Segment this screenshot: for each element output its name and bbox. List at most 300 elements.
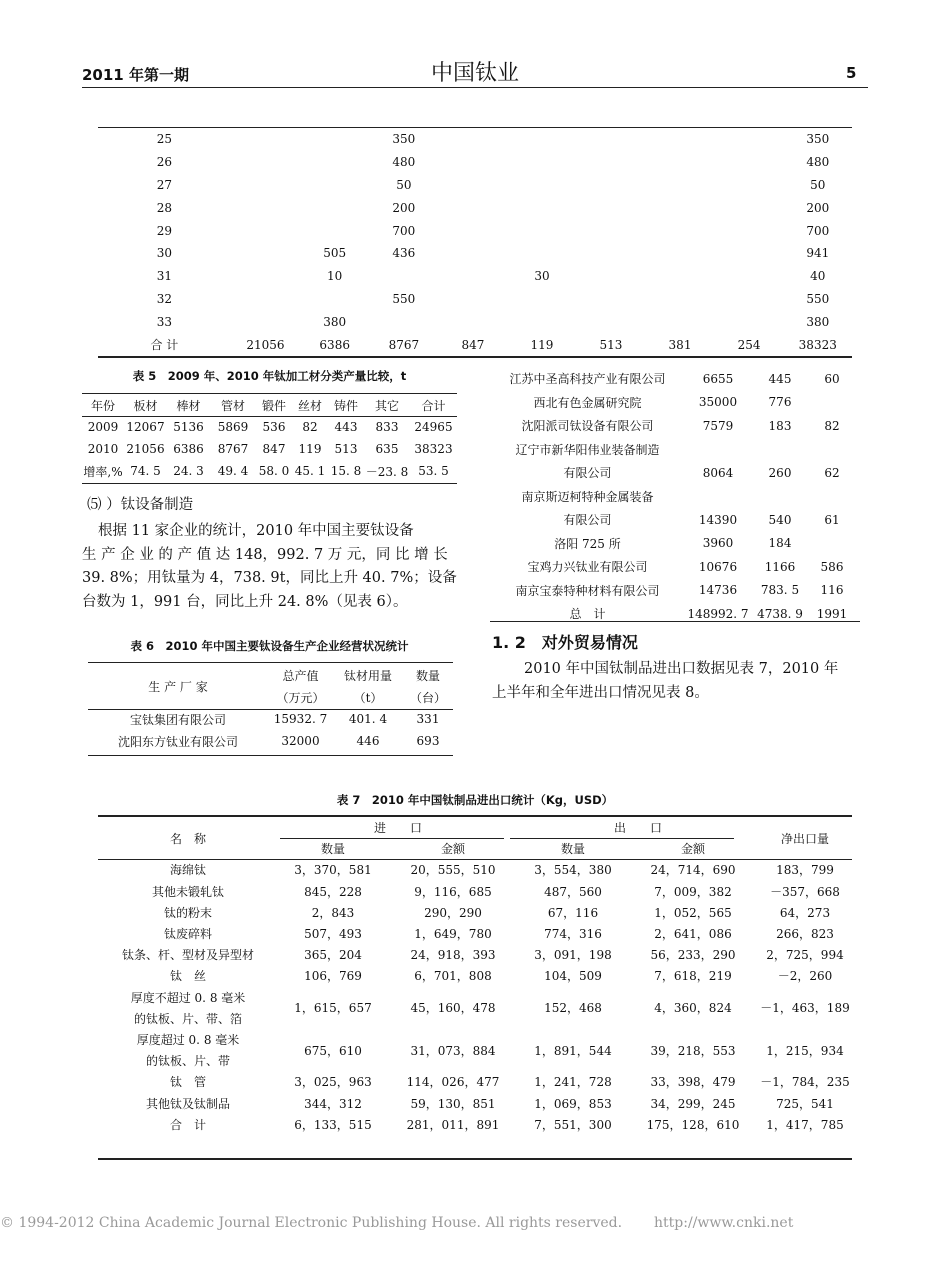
table-row (98, 987, 852, 1008)
table-cell: 20，555，510 (410, 863, 496, 878)
table-cell: 148992. 7 (687, 606, 749, 621)
table-cell: 116 (820, 583, 844, 598)
table-cell: 152，468 (544, 1001, 602, 1016)
table-cell: 40 (810, 269, 826, 284)
table-cell (438, 196, 507, 219)
table-row (490, 461, 855, 485)
table-cell (809, 485, 855, 509)
table-cell: 635 (375, 442, 399, 456)
table-row (98, 265, 852, 288)
table-cell: 507，493 (304, 927, 362, 942)
table-cell (646, 242, 715, 265)
table-cell (646, 288, 715, 311)
table-cell: 1，649，780 (414, 927, 492, 942)
table-cell: 32000 (281, 734, 320, 748)
table-cell: 洛阳 725 所 (554, 536, 621, 551)
table-cell (646, 128, 715, 151)
table-cell: 49. 4 (217, 464, 249, 478)
table-cell (715, 196, 784, 219)
table-row (98, 242, 852, 265)
table-cell: 2，843 (311, 905, 355, 920)
table-row (98, 1071, 852, 1092)
table6-header-value: 总产值 (282, 668, 319, 683)
section12-heading: 1. 2 对外贸易情况 (492, 633, 638, 652)
table-cell: 331 (416, 712, 440, 726)
table6-header-value-unit: （万元） (276, 690, 325, 705)
table-cell: 24，918，393 (410, 948, 496, 963)
table-cell: 沈阳东方钛业有限公司 (117, 734, 238, 749)
table-cell: 184 (768, 536, 792, 551)
table-row (82, 416, 457, 438)
table-row (490, 485, 855, 509)
table-cell: 1991 (816, 606, 848, 621)
table-cell: －1，784，235 (760, 1075, 850, 1090)
table-row (98, 944, 852, 965)
table-cell (809, 532, 855, 556)
table-cell: 700 (806, 223, 830, 238)
table-cell: 200 (392, 200, 416, 215)
table-cell: 350 (392, 132, 416, 147)
table-cell (646, 310, 715, 333)
table-cell (646, 265, 715, 288)
table7-caption: 表 7 2010 年中国钛制品进出口统计（Kg，USD） (336, 793, 614, 807)
table-cell: 7579 (702, 418, 734, 433)
table-cell: 119 (530, 337, 554, 352)
table-cell: －2，260 (777, 969, 833, 984)
table-cell: 58. 0 (258, 464, 290, 478)
table-cell (300, 151, 369, 174)
table-cell: 海绵钛 (169, 863, 206, 878)
table-cell: 钛 管 (169, 1075, 206, 1090)
table-cell: 21056 (246, 337, 285, 352)
table-cell: 8767 (388, 337, 420, 352)
table-cell: 33 (156, 314, 173, 329)
section5-heading: ⑸ ）钛设备制造 (87, 497, 194, 513)
table5-bottom-rule (82, 483, 457, 484)
section12-line: 上半年和全年进出口情况见表 8。 (492, 684, 709, 701)
table-cell (231, 288, 300, 311)
table7-header-rule (98, 859, 852, 860)
table-cell (300, 219, 369, 242)
table6-header-qty: 数量 (415, 668, 440, 683)
table-cell: 61 (824, 512, 840, 527)
section5-line: 根据 11 家企业的统计，2010 年中国主要钛设备 (98, 523, 414, 539)
table-cell (685, 438, 751, 462)
table-cell: 5869 (217, 420, 249, 434)
table-cell: 436 (392, 246, 416, 261)
table-cell: 其他未锻轧钛 (151, 884, 224, 899)
table-cell: 3，370，581 (294, 863, 372, 878)
table-cell: 443 (334, 420, 358, 434)
table-cell: 3，554，380 (534, 863, 612, 878)
table-cell (809, 391, 855, 415)
table-cell: 30 (534, 269, 550, 284)
table-cell: 480 (392, 155, 416, 170)
table-cell: 25 (156, 132, 173, 147)
table-cell: 693 (416, 734, 440, 748)
table-cell (715, 265, 784, 288)
table-cell: 1，891，544 (534, 1043, 612, 1058)
table-cell: 6655 (702, 371, 734, 386)
table-cell (438, 265, 507, 288)
table-cell (576, 151, 645, 174)
table-cell: 有限公司 (563, 466, 612, 481)
table6-header-rule (88, 709, 453, 710)
table-cell: 6，701，808 (414, 969, 492, 984)
table-cell (507, 310, 576, 333)
table-cell: 550 (392, 291, 416, 306)
table6-header-name: 生 产 厂 家 (148, 679, 208, 694)
table-cell: 45，160，478 (410, 1001, 496, 1016)
table-cell (646, 219, 715, 242)
table-row (98, 923, 852, 944)
table-cell: 其他钛及钛制品 (145, 1096, 230, 1111)
table6-header-qty-unit: （台） (409, 690, 446, 705)
table7-header-export-amt: 金额 (680, 842, 705, 857)
table-cell: 30 (156, 246, 173, 261)
table6-bottom-rule (88, 755, 453, 756)
table7-header-net: 净出口量 (780, 831, 829, 846)
table-cell (507, 196, 576, 219)
table-cell: 12067 (126, 420, 165, 434)
table-cell (300, 288, 369, 311)
table-cell (438, 128, 507, 151)
table5-header-cell: 铸件 (333, 398, 358, 413)
table-cell (507, 128, 576, 151)
table-cell: 6，133，515 (294, 1117, 372, 1132)
table-cell: 445 (768, 371, 792, 386)
copyright-footer: © 1994-2012 China Academic Journal Electronic Publishing House. All rights reserved. (0, 1215, 623, 1231)
table-row (98, 881, 852, 902)
table-cell-label: 的钛板、片、带 (145, 1054, 230, 1069)
table-cell: 39，218，553 (650, 1043, 736, 1058)
table-cell (715, 288, 784, 311)
table-cell: 2009 (87, 420, 119, 434)
table-cell: 2，641，086 (654, 927, 732, 942)
table-cell (231, 128, 300, 151)
table-row (82, 460, 457, 482)
table-cell: 21056 (126, 442, 165, 456)
table-cell: －357，668 (770, 884, 840, 899)
table-cell: 3，025，963 (294, 1075, 372, 1090)
section12-body (492, 658, 868, 705)
table-cell: 7，009，382 (654, 884, 732, 899)
table-row (98, 902, 852, 923)
table-cell: 119 (298, 442, 322, 456)
section12-line: 2010 年中国钛制品进出口数据见表 7，2010 年 (524, 661, 839, 677)
table-cell: 114，026，477 (406, 1075, 500, 1090)
table-cell (438, 242, 507, 265)
table-cell: 380 (323, 314, 347, 329)
table-cell: 401. 4 (348, 712, 388, 726)
table-cell: 50 (810, 177, 826, 192)
table5 (82, 394, 457, 482)
table-cell: 513 (334, 442, 358, 456)
table-cell: 104，509 (544, 969, 602, 984)
section5-line: 生 产 企 业 的 产 值 达 148，992. 7 万 元，同 比 增 长 (82, 546, 448, 563)
table-cell: 60 (824, 371, 840, 386)
table-cell: 33，398，479 (650, 1075, 736, 1090)
table-row (490, 438, 855, 462)
section5-body (82, 520, 460, 614)
table-cell (576, 128, 645, 151)
table-cell: 7，618，219 (654, 969, 732, 984)
table-cell: 24. 3 (173, 464, 204, 478)
table-cell: 56，233，290 (650, 948, 736, 963)
table-cell: 3，091，198 (534, 948, 612, 963)
table-cell: 446 (356, 734, 380, 748)
table6-header-ti: 钛材用量 (343, 668, 392, 683)
table-cell (715, 219, 784, 242)
page-number: 5 (846, 64, 857, 82)
table-cell: 380 (806, 314, 830, 329)
table-cell: 26 (156, 155, 173, 170)
table-cell: 783. 5 (760, 583, 800, 598)
table-row (88, 730, 453, 752)
table-cell: 3960 (702, 536, 734, 551)
table-cell: 365，204 (304, 948, 362, 963)
table-cell: 14736 (698, 583, 738, 598)
table-cell: 833 (375, 420, 399, 434)
table-cell (438, 288, 507, 311)
table7-header-export-qty: 数量 (560, 842, 585, 857)
table-cell: －1，463，189 (760, 1001, 850, 1016)
table-cell: 82 (824, 418, 840, 433)
table-cell: 8767 (217, 442, 249, 456)
table-cell: 82 (302, 420, 318, 434)
table6-cont-bottom-rule (490, 621, 860, 622)
table-cell: 776 (768, 395, 792, 410)
table-row (98, 196, 852, 219)
table-cell: 4，360，824 (654, 1001, 732, 1016)
table7-bottom-rule (98, 1158, 852, 1160)
table-cell: 62 (824, 465, 840, 480)
table5-header-cell: 合计 (421, 398, 446, 413)
issue-label: 2011 年第一期 (82, 66, 189, 84)
table-row (98, 965, 852, 986)
table7-header-import: 进 口 (373, 821, 422, 836)
table-cell: 6386 (319, 337, 350, 352)
table-cell: 24，714，690 (650, 863, 736, 878)
table-cell: 合 计 (150, 338, 179, 353)
table-cell: 281，011，891 (406, 1117, 500, 1132)
table-cell (576, 219, 645, 242)
table-cell: 1，615，657 (294, 1001, 372, 1016)
table-cell: 15. 8 (330, 464, 362, 478)
table5-caption: 表 5 2009 年、2010 年钛加工材分类产量比较，t (132, 369, 407, 383)
table-cell: 847 (262, 442, 286, 456)
table-cell: 28 (156, 200, 173, 215)
table-cell: 845，228 (304, 884, 362, 899)
table5-header-cell: 其它 (374, 398, 399, 413)
table-cell (646, 174, 715, 197)
table-row (490, 391, 855, 415)
journal-title: 中国钛业 (430, 61, 519, 86)
table-cell: 505 (323, 246, 347, 261)
table-cell: 西北有色金属研究院 (533, 395, 642, 410)
cnki-url: http://www.cnki.net (654, 1215, 794, 1231)
table-cell (715, 174, 784, 197)
table-cell: 941 (806, 246, 830, 261)
table-cell-label: 厚度超过 0. 8 毫米 (136, 1032, 240, 1047)
table-cell (715, 151, 784, 174)
table-cell: 847 (461, 337, 485, 352)
table-cell: 774，316 (544, 927, 602, 942)
table-cell: 南京斯迈柯特种金属装备 (521, 489, 654, 504)
table-cell: 35000 (698, 395, 738, 410)
table-row (88, 708, 453, 730)
table-cell: 344，312 (304, 1096, 362, 1111)
table-cell: 1，052，565 (654, 905, 732, 920)
table-cell: 24965 (414, 420, 453, 434)
table-cell: 34，299，245 (650, 1096, 736, 1111)
table-cell: 14390 (698, 512, 738, 527)
table-cell: 31，073，884 (410, 1043, 496, 1058)
table-row (98, 128, 852, 151)
table-cell (685, 485, 751, 509)
table-cell (369, 265, 438, 288)
table-cell (507, 151, 576, 174)
table-cell: 540 (768, 512, 792, 527)
table-cell (809, 438, 855, 462)
table-cell: 钛废碎料 (163, 927, 212, 942)
table-continued (98, 128, 852, 356)
table-cell: 350 (806, 132, 830, 147)
table-cell: 175，128，610 (646, 1117, 740, 1132)
header-rule (82, 87, 868, 88)
table-cell (231, 242, 300, 265)
table-cell: 27 (156, 177, 173, 192)
table-cell: 江苏中圣高科技产业有限公司 (509, 372, 666, 387)
table-row (490, 532, 855, 556)
table-cell (369, 310, 438, 333)
table-row (98, 174, 852, 197)
table-cell: 31 (156, 269, 173, 284)
table-cell: 700 (392, 223, 416, 238)
table6-caption: 表 6 2010 年中国主要钛设备生产企业经营状况统计 (130, 639, 409, 653)
table-cell (715, 128, 784, 151)
table-cell: 480 (806, 155, 830, 170)
table-cell: 宝鸡力兴钛业有限公司 (527, 560, 648, 575)
table-cell: 64，273 (779, 905, 831, 920)
table-cell (576, 265, 645, 288)
table-cell (438, 174, 507, 197)
table-cell: 74. 5 (130, 464, 161, 478)
table-row (98, 1114, 852, 1135)
table-cell: 2010 (87, 442, 119, 456)
table-cell (646, 196, 715, 219)
table-cell: 536 (262, 420, 286, 434)
table-cell: 钛条、杆、型材及异型材 (121, 948, 254, 963)
table-cell: 15932. 7 (273, 712, 328, 726)
table5-header-cell: 锻件 (261, 398, 286, 413)
table-cell: 106，769 (304, 969, 362, 984)
table-cell (438, 151, 507, 174)
table-cell (507, 242, 576, 265)
table-row (490, 414, 855, 438)
table-cell: 总 计 (569, 607, 606, 622)
table5-header-rule (82, 416, 457, 417)
table-cell: 有限公司 (563, 513, 612, 528)
table-row (98, 288, 852, 311)
table-cell: 4738. 9 (757, 606, 803, 621)
table-cell: 沈阳派司钛设备有限公司 (521, 419, 654, 434)
table-cell: 5136 (173, 420, 204, 434)
table-cell (231, 174, 300, 197)
table7-import-rule (280, 838, 504, 839)
table-cell: 8064 (702, 465, 734, 480)
table-row (98, 1029, 852, 1050)
table-cell: 725，541 (776, 1096, 834, 1111)
table-cell: 550 (806, 291, 830, 306)
table5-header-cell: 年份 (90, 398, 115, 413)
table-cell (576, 242, 645, 265)
table-cell: 6386 (173, 442, 204, 456)
table-row (98, 1092, 852, 1113)
table-cell: 2，725，994 (766, 948, 844, 963)
table-cell: 260 (768, 465, 792, 480)
section5-line: 台数为 1，991 台，同比上升 24. 8%（见表 6）。 (82, 593, 408, 610)
table-cell: 1，215，934 (766, 1043, 844, 1058)
table-cell: 增率,% (83, 464, 123, 479)
table-cell: 675，610 (304, 1043, 362, 1058)
table-cell: 9，116，685 (414, 884, 492, 899)
table-cell: 32 (156, 291, 173, 306)
table-cont-bottom-rule (98, 356, 852, 358)
table7-header-import-qty: 数量 (320, 842, 345, 857)
table-row (490, 367, 855, 391)
table-cell: 南京宝泰特种材料有限公司 (515, 583, 660, 598)
table-row (98, 333, 852, 356)
table-cell (300, 128, 369, 151)
table-cell (507, 174, 576, 197)
table-cell: 513 (599, 337, 623, 352)
table-cell (751, 485, 809, 509)
table-cell: －23. 8 (365, 464, 409, 479)
table7-export-rule (510, 838, 734, 839)
table6-header-ti-unit: （t） (353, 690, 383, 705)
table-cell: 59，130，851 (410, 1096, 496, 1111)
table-row (82, 438, 457, 460)
table6-continued (490, 367, 855, 626)
table5-header-cell: 管材 (220, 398, 245, 413)
table-cell (231, 310, 300, 333)
table-cell: 183 (768, 418, 792, 433)
table-cell (231, 265, 300, 288)
table-cell (715, 242, 784, 265)
table-cell (438, 219, 507, 242)
table-cell: 487，560 (544, 884, 602, 899)
table-cell (576, 310, 645, 333)
table-cell: 1，417，785 (766, 1117, 844, 1132)
table5-header-cell: 板材 (133, 398, 158, 413)
table6 (88, 664, 453, 752)
table-cell: 29 (156, 223, 173, 238)
table6-top-rule (88, 662, 453, 663)
table7 (98, 817, 852, 1135)
table-cell: 381 (668, 337, 692, 352)
table-cell (576, 174, 645, 197)
section5-line: 39. 8%；用钛量为 4，738. 9t，同比上升 40. 7%；设备 (82, 570, 457, 586)
table7-header-export: 出 口 (613, 821, 662, 836)
table5-header-cell: 棒材 (176, 398, 201, 413)
table-cell: 1，241，728 (534, 1075, 612, 1090)
table-row (98, 151, 852, 174)
table-cell (507, 288, 576, 311)
table-cell: 38323 (798, 337, 837, 352)
table-cell-label: 厚度不超过 0. 8 毫米 (130, 990, 246, 1005)
table-cell: 7，551，300 (534, 1117, 612, 1132)
